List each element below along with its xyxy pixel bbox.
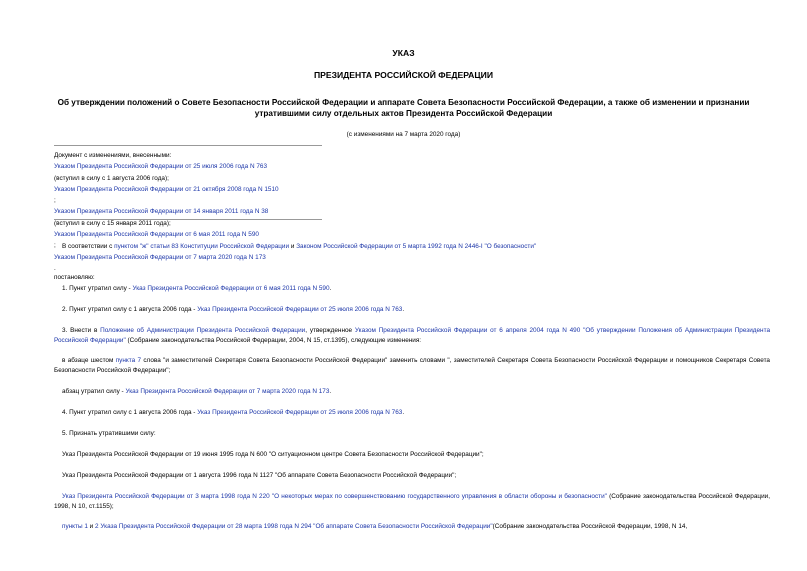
document-title: Об утверждении положений о Совете Безопасности Российской Федерации и аппарате Совета Безопасности Российской Федерации, а также об изменении и признании утратившими силу отдельных актов Президента Российской Федерации [57,98,750,118]
regulation-link[interactable]: Положение об Администрации Президента Российской Федерации [100,327,306,334]
paragraph-4: 4. Пункт утратил силу с 1 августа 2006 года - Указ Президента Российской Федерации от 25 июля 2006 года N 763. [62,409,405,416]
change-link[interactable]: Указом Президента Российской Федерации от 21 октября 2008 года N 1510 [54,185,279,193]
changes-item: Указом Президента Российской Федерации от 7 марта 2020 года N 173 . [54,252,279,275]
change-link[interactable]: Указом Президента Российской Федерации от 6 мая 2011 года N 590 [54,231,259,239]
amend-link[interactable]: Указ Президента Российской Федерации от 6 мая 2011 года N 590 [132,285,330,292]
changes-item: Указом Президента Российской Федерации от 6 мая 2011 года N 590 ; [54,229,279,252]
decree-heading: УКАЗ [392,48,415,58]
paragraph-1: 1. Пункт утратил силу - Указ Президента Российской Федерации от 6 мая 2011 года N 590. [62,285,332,292]
preamble-paragraph: В соответствии с пунктом "ж" статьи 83 Конституции Российской Федерации и Законом Российской Федерации от 5 марта 1992 года N 2446-I "О безопасности" [62,243,537,250]
change-link[interactable]: Указом Президента Российской Федерации от 7 марта 2020 года N 173 [54,253,266,261]
paragraph-5d: пункты 1 и 2 Указа Президента Российской Федерации от 28 марта 1998 года N 294 "Об аппарате Совета Безопасности Российской Федерации"(Собрание законодательства Российской Федерации, 1998, N 14, [62,523,688,530]
divider-top [54,145,322,146]
security-law-link[interactable]: Законом Российской Федерации от 5 марта 1992 года N 2446-I "О безопасности" [296,243,537,250]
paragraph-5: 5. Признать утратившими силу: [62,430,156,437]
amend-link[interactable]: Указ Президента Российской Федерации от 25 июля 2006 года N 763 [197,409,403,416]
decree-294-link[interactable]: Указа Президента Российской Федерации от 28 марта 1998 года N 294 "Об аппарате Совета Безопасности Российской Федерации" [100,523,493,530]
paragraph-5b: Указ Президента Российской Федерации от 1 августа 1996 года N 1127 "Об аппарате Совета Безопасности Российской Федерации"; [62,472,457,479]
amend-link[interactable]: Указ Президента Российской Федерации от 25 июля 2006 года N 763 [197,306,403,313]
changes-item: Указом Президента Российской Федерации от 21 октября 2008 года N 1510 ; [54,185,279,205]
item-2-link[interactable]: 2 [95,523,99,530]
paragraph-3b: абзац утратил силу - Указ Президента Российской Федерации от 7 марта 2020 года N 173. [62,388,332,395]
amend-link[interactable]: Указ Президента Российской Федерации от 7 марта 2020 года N 173 [125,388,330,395]
constitution-link[interactable]: пунктом "ж" статьи 83 Конституции Российской Федерации [114,243,290,250]
change-link[interactable]: Указом Президента Российской Федерации от 14 января 2011 года N 38 [54,208,269,216]
changes-intro: Документ с изменениями, внесенными: [54,152,172,159]
decree-490-link[interactable]: Указом Президента Российской Федерации от 6 апреля 2004 года N 490 "Об утверждении Положения об Администрации Президента Российской Федерации" [54,327,771,344]
changes-list [54,150,279,274]
decree-word: постановляю: [54,274,95,281]
change-link[interactable]: Указом Президента Российской Федерации от 25 июля 2006 года N 763 [54,163,267,171]
item-7-link[interactable]: пункта 7 [115,357,142,364]
paragraph-2: 2. Пункт утратил силу с 1 августа 2006 года - Указ Президента Российской Федерации от 25 июля 2006 года N 763. [62,306,405,313]
changes-item: Указом Президента Российской Федерации от 25 июля 2006 года N 763 (вступил в силу с 1 августа 2006 года); [54,161,279,184]
paragraph-3a: в абзаце шестом пункта 7 слова "и заместителей Секретаря Совета Безопасности Российской Федерации" заменить словами ", заместителей Секретаря Совета Безопасности Российской Федерации и помощников Секретаря Совета Безопасности Российской Федерации"; [54,357,770,374]
paragraph-3: 3. Внести в Положение об Администрации Президента Российской Федерации, утвержденное Указом Президента Российской Федерации от 6 апреля 2004 года N 490 "Об утверждении Положения об Администрации Президента Российской Федерации" (Собрание законодательства Российской Федерации, 2004, N 15, ст.1395), следующие изменения: [54,327,771,344]
decree-220-link[interactable]: Указ Президента Российской Федерации от 3 марта 1998 года N 220 "О некоторых мерах по совершенствованию государственного управления в области обороны и безопасности" [62,493,607,500]
paragraph-5a: Указ Президента Российской Федерации от 19 июня 1995 года N 600 "О ситуационном центре Совета Безопасности Российской Федерации"; [62,451,484,458]
amendment-note: (с изменениями на 7 марта 2020 года) [346,131,461,138]
divider-bottom [54,219,322,220]
item-1-link[interactable]: пункты 1 [62,523,88,530]
paragraph-5c: Указ Президента Российской Федерации от 3 марта 1998 года N 220 "О некоторых мерах по совершенствованию государственного управления в области обороны и безопасности" (Собрание законодательства Российской Федерации, 1998, N 10, ст.1155); [54,493,770,510]
president-heading: ПРЕЗИДЕНТА РОССИЙСКОЙ ФЕДЕРАЦИИ [313,70,494,80]
changes-item: Указом Президента Российской Федерации от 14 января 2011 года N 38 (вступил в силу с 15 января 2011 года); [54,206,279,229]
